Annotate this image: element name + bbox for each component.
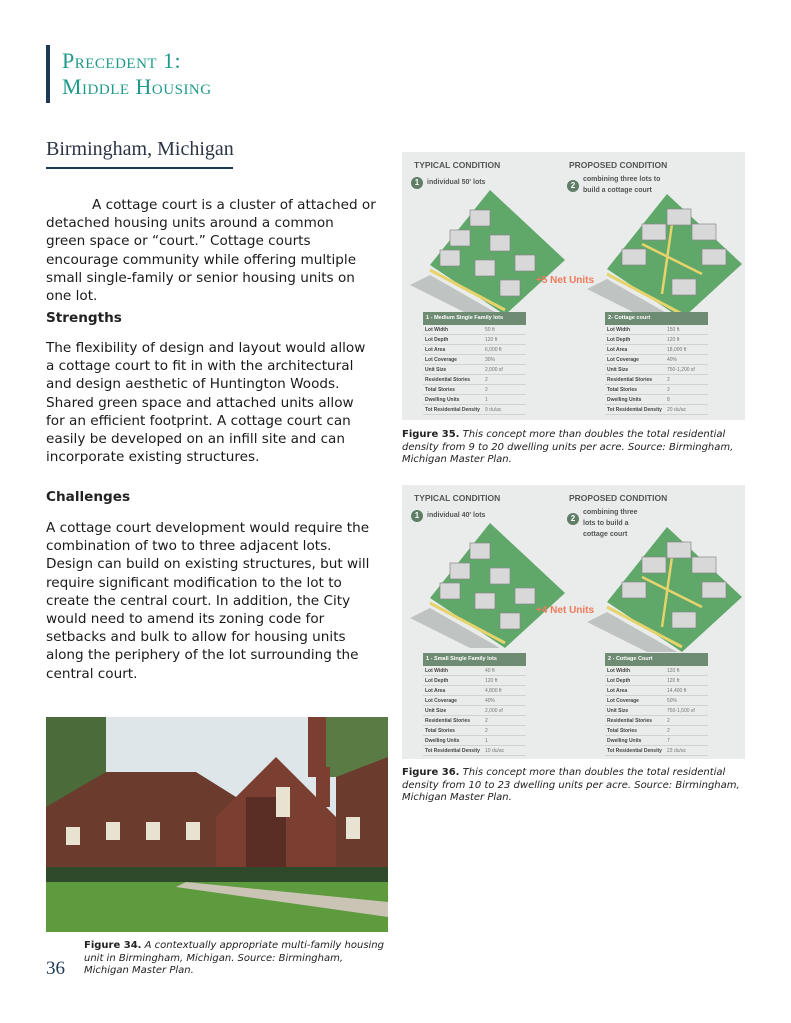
- row-label: Dwelling Units: [607, 737, 642, 744]
- row-value: 30%: [485, 356, 496, 363]
- table-row: [605, 736, 708, 746]
- typical-condition-heading: TYPICAL CONDITION: [414, 160, 501, 170]
- table-row: [605, 676, 708, 686]
- row-label: Lot Depth: [607, 677, 631, 684]
- figure-34-caption: [84, 940, 384, 978]
- row-value: 750-1,200 sf: [667, 366, 695, 373]
- table-row: [423, 365, 526, 375]
- row-value: 2,000 sf: [485, 366, 503, 373]
- table-row: [605, 666, 708, 676]
- row-value: 120 ft: [667, 336, 680, 343]
- challenges-heading: Challenges: [46, 489, 131, 505]
- table-row: [423, 405, 526, 415]
- table-row: [605, 686, 708, 696]
- row-value: 2: [667, 727, 670, 734]
- row-value: 9 du/ac: [485, 406, 502, 413]
- lot-specs-table: [423, 653, 526, 756]
- row-label: Lot Depth: [607, 336, 631, 343]
- table-row: [423, 686, 526, 696]
- table-row: [605, 335, 708, 345]
- row-value: 20 du/ac: [667, 406, 687, 413]
- table-row: [423, 696, 526, 706]
- lot-specs-table: [423, 312, 526, 415]
- row-value: 120 ft: [667, 677, 680, 684]
- row-value: 750-1,500 sf: [667, 707, 695, 714]
- table-row: [605, 365, 708, 375]
- row-value: 18,000 ft: [667, 346, 687, 353]
- caption-text: This concept more than doubles the total residential density from 10 to 23 dwelling units per acre. Source: Birmingham, Michigan Master Plan.: [402, 767, 740, 803]
- table-row: [423, 345, 526, 355]
- row-label: Lot Width: [425, 326, 449, 333]
- row-value: 40 ft: [485, 667, 495, 674]
- row-value: 2: [485, 717, 488, 724]
- table-row: [423, 375, 526, 385]
- row-value: 40%: [667, 356, 678, 363]
- row-label: Lot Area: [425, 346, 446, 353]
- row-value: 150 ft: [667, 326, 680, 333]
- row-label: Residential Stories: [607, 376, 653, 383]
- table-row: [605, 345, 708, 355]
- row-label: Total Stories: [607, 386, 637, 393]
- row-label: Tot Residential Density: [607, 747, 662, 754]
- lot-specs-table: [605, 653, 708, 756]
- table-row: [605, 395, 708, 405]
- table-row: [423, 355, 526, 365]
- table-row: [423, 746, 526, 756]
- table-row: [423, 706, 526, 716]
- net-units-label: +5 Net Units: [536, 275, 595, 286]
- row-label: Lot Width: [425, 667, 449, 674]
- row-label: Residential Stories: [607, 717, 653, 724]
- row-value: 14,400 ft: [667, 687, 687, 694]
- row-value: 2: [667, 386, 670, 393]
- row-label: Tot Residential Density: [607, 406, 662, 413]
- row-value: 2,000 sf: [485, 707, 503, 714]
- table-row: [423, 666, 526, 676]
- table-row: [605, 696, 708, 706]
- row-value: 1: [485, 396, 488, 403]
- row-label: Lot Depth: [425, 677, 449, 684]
- row-label: Lot Width: [607, 667, 631, 674]
- figure-36-diagram: [402, 485, 745, 759]
- table-row: [605, 355, 708, 365]
- row-label: Lot Coverage: [425, 356, 457, 363]
- step-1-badge: 1: [411, 510, 423, 522]
- row-label: Unit Size: [425, 707, 447, 714]
- table-row: [423, 335, 526, 345]
- strengths-paragraph: The flexibility of design and layout would allow a cottage court to fit in with the architectural and design aesthetic of Huntington Woods. Shared green space and attached units allow for an efficient footprint. A cottage court can easily be developed on an infill site and can incorporate existing structures.: [46, 340, 366, 466]
- table-title: 2 - Cottage Court: [605, 653, 708, 666]
- row-label: Unit Size: [425, 366, 447, 373]
- table-row: [423, 726, 526, 736]
- table-title: 2- Cottage court: [605, 312, 708, 325]
- row-value: 4,800 ft: [485, 687, 502, 694]
- table-row: [605, 726, 708, 736]
- caption-label: Figure 36.: [402, 767, 460, 778]
- row-value: 2: [485, 376, 488, 383]
- proposed-condition-heading: PROPOSED CONDITION: [569, 493, 668, 503]
- cottage-court-site-plan: [587, 194, 747, 319]
- intro-paragraph: A cottage court is a cluster of attached or detached housing units around a common green space or “court.” Cottage courts encourage community while offering multiple small single-family or senior housing units on one lot.: [46, 197, 376, 305]
- table-title: 1 - Small Single Family lots: [423, 653, 526, 666]
- step-2-badge: 2: [567, 513, 579, 525]
- typical-lots-site-plan: [410, 523, 570, 648]
- row-label: Lot Coverage: [607, 697, 639, 704]
- step-1-badge: 1: [411, 177, 423, 189]
- typical-lots-site-plan: [410, 190, 570, 315]
- row-label: Total Stories: [425, 386, 455, 393]
- row-value: 2: [485, 727, 488, 734]
- table-row: [605, 716, 708, 726]
- step-2-badge: 2: [567, 180, 579, 192]
- page-title: [62, 48, 212, 100]
- row-label: Dwelling Units: [425, 396, 460, 403]
- row-value: 120 ft: [485, 677, 498, 684]
- strengths-heading: Strengths: [46, 310, 122, 326]
- proposed-condition-heading: PROPOSED CONDITION: [569, 160, 668, 170]
- section-subtitle: Birmingham, Michigan: [46, 138, 234, 160]
- table-row: [423, 716, 526, 726]
- row-value: 2: [485, 386, 488, 393]
- title-line-2: Middle Housing: [62, 74, 212, 99]
- row-value: 6,000 ft: [485, 346, 502, 353]
- table-title: 1 - Medium Single Family lots: [423, 312, 526, 325]
- table-row: [605, 706, 708, 716]
- title-line-1: Precedent 1:: [62, 48, 182, 73]
- row-label: Unit Size: [607, 707, 629, 714]
- row-value: 10 du/ac: [485, 747, 505, 754]
- row-label: Residential Stories: [425, 376, 471, 383]
- row-value: 50 ft: [485, 326, 495, 333]
- step-1-label: individual 40' lots: [427, 512, 486, 519]
- page-number: 36: [46, 958, 65, 979]
- table-row: [423, 676, 526, 686]
- row-value: 7: [667, 737, 670, 744]
- row-value: 8: [667, 396, 670, 403]
- step-1-label: individual 50' lots: [427, 179, 486, 186]
- cottage-court-photo: [46, 717, 388, 932]
- row-label: Lot Width: [607, 326, 631, 333]
- row-label: Lot Depth: [425, 336, 449, 343]
- table-row: [605, 385, 708, 395]
- row-label: Unit Size: [607, 366, 629, 373]
- row-label: Lot Coverage: [425, 697, 457, 704]
- row-value: 23 du/ac: [667, 747, 687, 754]
- step-2-label: combining three lots to build a cottage court: [583, 176, 661, 194]
- row-label: Dwelling Units: [425, 737, 460, 744]
- table-row: [423, 736, 526, 746]
- caption-label: Figure 35.: [402, 429, 460, 440]
- subtitle-underline: [46, 167, 233, 169]
- step-2-label: combining three lots to build a cottage court: [583, 509, 638, 538]
- table-row: [605, 325, 708, 335]
- table-row: [423, 325, 526, 335]
- figure-35-caption: [402, 429, 747, 467]
- row-value: 2: [667, 376, 670, 383]
- table-row: [605, 375, 708, 385]
- table-row: [423, 385, 526, 395]
- row-value: 120 ft: [667, 667, 680, 674]
- figure-35-diagram: [402, 152, 745, 420]
- caption-text: This concept more than doubles the total residential density from 9 to 20 dwelling units per acre. Source: Birmingham, Michigan Master Plan.: [402, 429, 734, 465]
- row-label: Tot Residential Density: [425, 406, 480, 413]
- row-label: Total Stories: [425, 727, 455, 734]
- row-label: Lot Area: [425, 687, 446, 694]
- title-accent-bar: [46, 45, 50, 103]
- row-label: Residential Stories: [425, 717, 471, 724]
- row-label: Lot Coverage: [607, 356, 639, 363]
- row-value: 40%: [485, 697, 496, 704]
- lot-specs-table: [605, 312, 708, 415]
- row-label: Dwelling Units: [607, 396, 642, 403]
- row-label: Tot Residential Density: [425, 747, 480, 754]
- row-value: 2: [667, 717, 670, 724]
- typical-condition-heading: TYPICAL CONDITION: [414, 493, 501, 503]
- caption-text: A contextually appropriate multi-family housing unit in Birmingham, Michigan. Source: Birmingham, Michigan Master Plan.: [84, 940, 384, 976]
- row-label: Total Stories: [607, 727, 637, 734]
- row-value: 120 ft: [485, 336, 498, 343]
- row-value: 50%: [667, 697, 678, 704]
- challenges-paragraph: A cottage court development would require the combination of two to three adjacent lots. Design can build on existing structures, but will require significant modification to the lot to create the central court. In addition, the City would need to amend its zoning code for setbacks and bulk to allow for housing units along the periphery of the lot surrounding the central court.: [46, 520, 370, 682]
- cottage-court-site-plan: [587, 527, 747, 652]
- figure-36-caption: [402, 767, 747, 805]
- table-row: [423, 395, 526, 405]
- row-label: Lot Area: [607, 346, 628, 353]
- caption-label: Figure 34.: [84, 940, 142, 951]
- row-label: Lot Area: [607, 687, 628, 694]
- table-row: [605, 405, 708, 415]
- table-row: [605, 746, 708, 756]
- row-value: 1: [485, 737, 488, 744]
- net-units-label: +4 Net Units: [536, 605, 595, 616]
